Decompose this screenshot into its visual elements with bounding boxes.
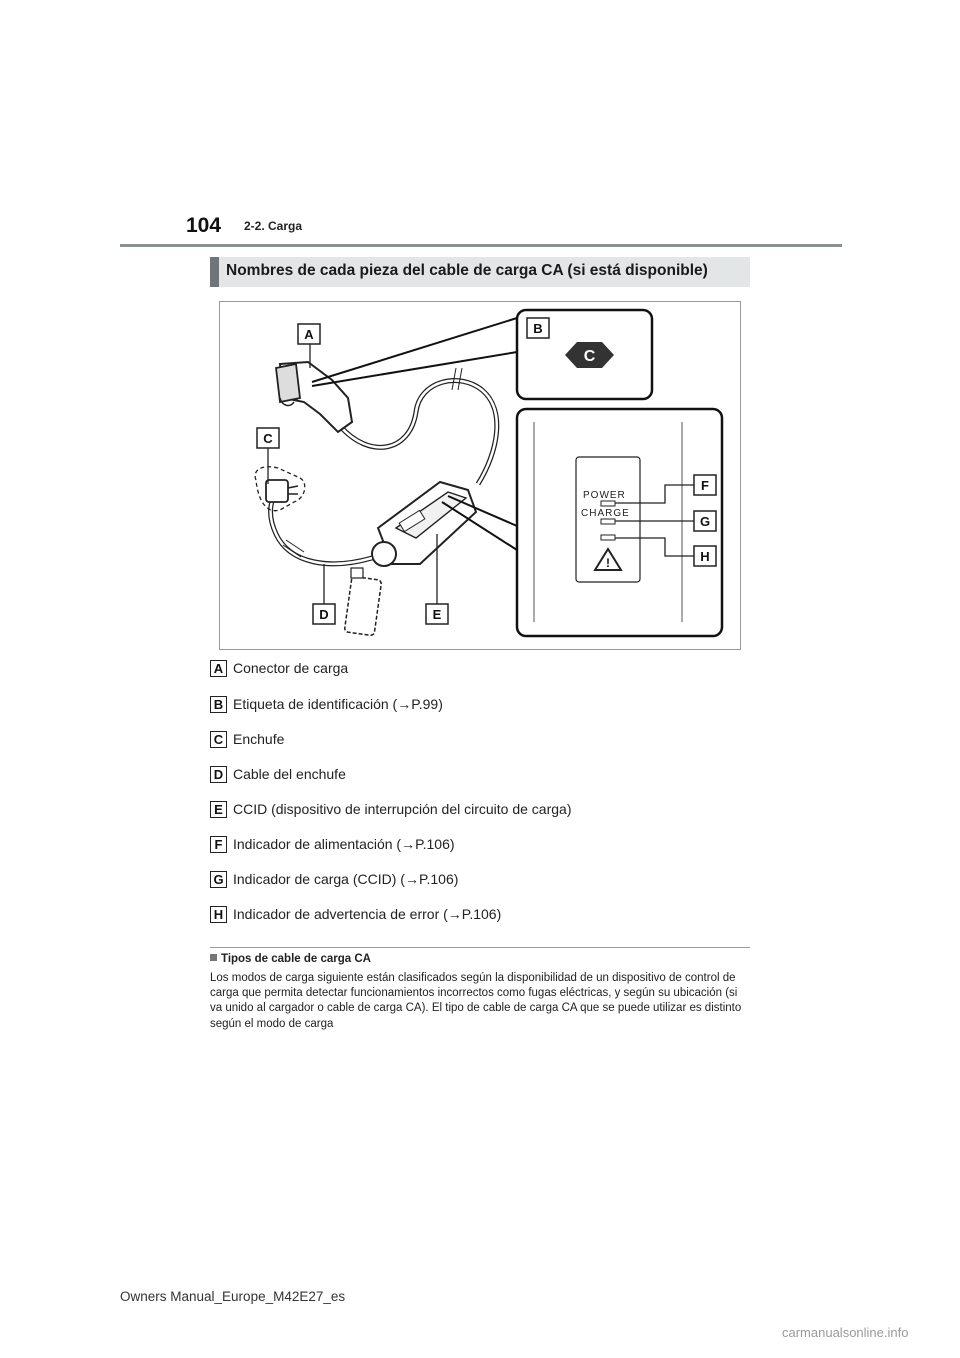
charge-label: CHARGE bbox=[581, 508, 630, 519]
cable-illustration bbox=[220, 302, 742, 651]
legend-key: D bbox=[210, 766, 227, 783]
subsection-body: Los modos de carga siguiente están clasificados según la disponibilidad de un dispositivo de control de carga que permita detectar funcionamientos incorrectos como fugas eléctricas, y según su ubicación (si va unido al cargador o cable de carga CA). El tipo de cable de carga CA que se puede utilizar es distinto según el modo de carga bbox=[210, 972, 742, 1030]
section-title: Nombres de cada pieza del cable de carga CA (si está disponible) bbox=[226, 262, 708, 279]
callout-h bbox=[694, 546, 716, 566]
cable-loop bbox=[340, 381, 497, 484]
callout-d bbox=[313, 604, 335, 624]
svg-text:H: H bbox=[700, 549, 710, 564]
legend-key: E bbox=[210, 801, 227, 818]
callout-g bbox=[694, 511, 716, 531]
hanging-tag bbox=[344, 576, 382, 636]
legend-text: Indicador de alimentación (→P.106) bbox=[233, 836, 455, 852]
subsection-heading-text: Tipos de cable de carga CA bbox=[221, 953, 371, 965]
plug-pin-1 bbox=[288, 486, 298, 488]
legend-key: A bbox=[210, 660, 227, 677]
legend-key: C bbox=[210, 731, 227, 748]
legend-text: Indicador de carga (CCID) (→P.106) bbox=[233, 871, 459, 887]
callout-c bbox=[257, 428, 279, 448]
cable-loop-inner bbox=[340, 381, 497, 484]
square-bullet-icon bbox=[210, 954, 217, 961]
footer-doc-id: Owners Manual_Europe_M42E27_es bbox=[120, 1289, 346, 1304]
legend-key: G bbox=[210, 871, 227, 888]
svg-text:A: A bbox=[304, 327, 314, 342]
svg-text:B: B bbox=[533, 321, 543, 336]
svg-text:E: E bbox=[432, 607, 442, 622]
callout-e bbox=[426, 604, 448, 624]
legend-text: CCID (dispositivo de interrupción del circuito de carga) bbox=[233, 801, 572, 817]
svg-text:F: F bbox=[701, 478, 709, 493]
legend-text: Conector de carga bbox=[233, 660, 349, 676]
subsection-divider bbox=[210, 947, 750, 948]
callout-b bbox=[527, 318, 549, 338]
page-number: 104 bbox=[186, 214, 222, 237]
watermark: carmanualsonline.info bbox=[782, 1325, 909, 1340]
connector-head bbox=[276, 364, 300, 402]
leader-b-top bbox=[312, 318, 517, 382]
legend-text: Cable del enchufe bbox=[233, 766, 346, 782]
title-accent bbox=[210, 257, 219, 287]
legend-text: Etiqueta de identificación (→P.99) bbox=[233, 696, 443, 712]
legend-text: Enchufe bbox=[233, 731, 285, 747]
legend-key: F bbox=[210, 836, 227, 853]
callout-a bbox=[298, 324, 320, 344]
legend-key: B bbox=[210, 696, 227, 713]
leader-b-bottom bbox=[312, 352, 517, 386]
warning-glyph: ! bbox=[606, 556, 610, 570]
power-label: POWER bbox=[583, 490, 626, 501]
svg-text:G: G bbox=[699, 514, 711, 529]
tag-clip bbox=[351, 568, 363, 578]
legend-text: Indicador de advertencia de error (→P.106) bbox=[233, 906, 502, 922]
hex-badge-label: C bbox=[583, 348, 596, 365]
header-divider bbox=[120, 244, 842, 247]
svg-text:D: D bbox=[319, 607, 329, 622]
cable-diagram bbox=[219, 301, 741, 650]
ccid-strain-relief bbox=[372, 542, 396, 566]
section-breadcrumb: 2-2. Carga bbox=[244, 219, 303, 233]
subsection-heading bbox=[210, 953, 371, 965]
callout-f bbox=[694, 475, 716, 495]
svg-text:C: C bbox=[263, 431, 273, 446]
plug-body bbox=[266, 480, 288, 502]
legend-key: H bbox=[210, 906, 227, 923]
